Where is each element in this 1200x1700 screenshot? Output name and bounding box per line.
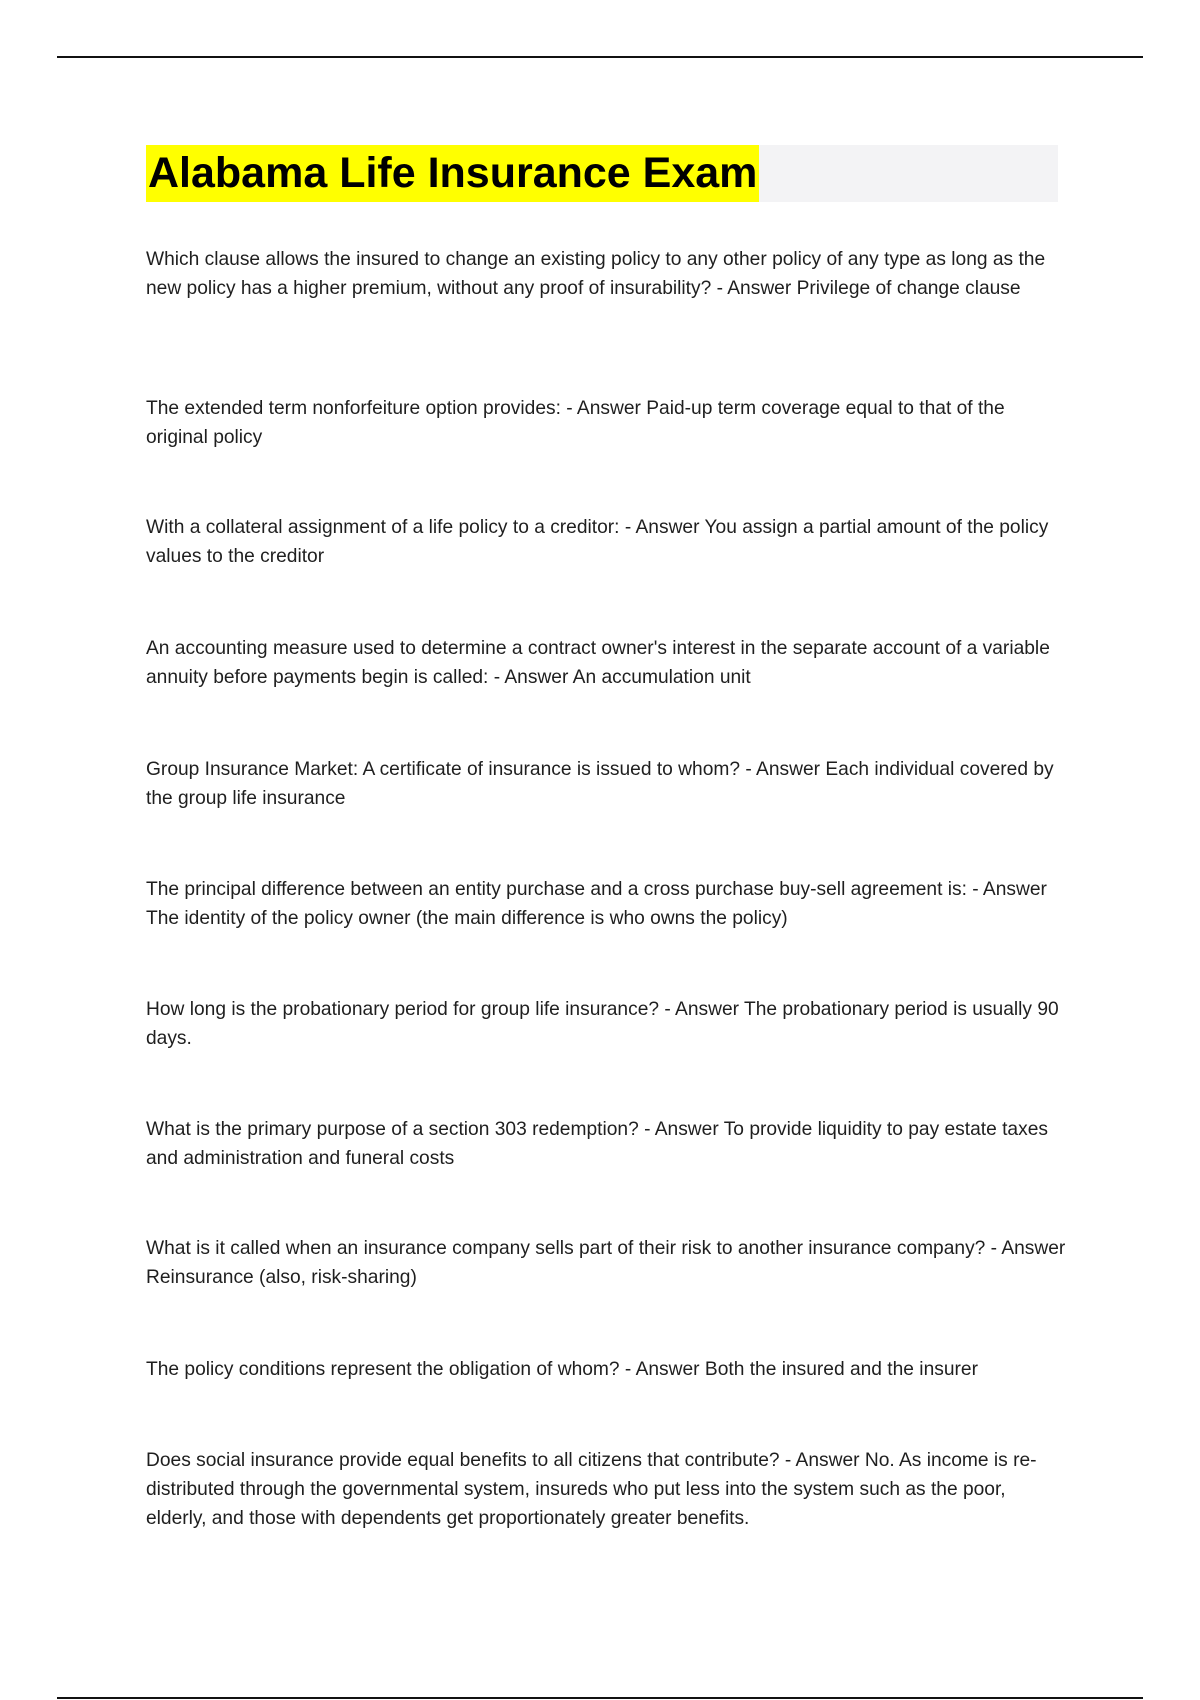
qa-item: Group Insurance Market: A certificate of insurance is issued to whom? - Answer Each individual covered by the group life insurance [146, 759, 1054, 809]
qa-item: Which clause allows the insured to change an existing policy to any other policy of any type as long as the new policy has a higher premium, without any proof of insurability? - Answer Privilege of change clause [146, 249, 1046, 299]
question-text: Does social insurance provide equal benefits to all citizens that contribute? [146, 1450, 780, 1471]
footer-rule [57, 1697, 1143, 1699]
question-text: The extended term nonforfeiture option provides: [146, 398, 561, 419]
answer-text: No. As income is re-distributed through the governmental system, insureds who put less into the system such as the poor, elderly, and those with dependents get proportionately greater benefits. [146, 1450, 1037, 1529]
qa-item: The policy conditions represent the obligation of whom? - Answer Both the insured and the insurer [146, 1359, 978, 1380]
qa-item: What is the primary purpose of a section 303 redemption? - Answer To provide liquidity to pay estate taxes and administration and funeral costs [146, 1119, 1048, 1169]
header-rule [57, 56, 1143, 58]
answer-text: Reinsurance (also, risk-sharing) [146, 1267, 417, 1288]
qa-item: The extended term nonforfeiture option provides: - Answer Paid-up term coverage equal to that of the original policy [146, 398, 1005, 448]
question-text: How long is the probationary period for group life insurance? [146, 999, 660, 1020]
qa-item: The principal difference between an entity purchase and a cross purchase buy-sell agreement is: - Answer The identity of the policy owner (the main difference is who owns the policy) [146, 879, 1047, 929]
question-text: The policy conditions represent the obligation of whom? [146, 1359, 620, 1380]
question-text: What is the primary purpose of a section 303 redemption? [146, 1119, 639, 1140]
answer-text: Paid-up term coverage equal to that of the original policy [146, 398, 1005, 448]
qa-item: An accounting measure used to determine a contract owner's interest in the separate account of a variable annuity before payments begin is called: - Answer An accumulation unit [146, 638, 1050, 688]
qa-item: Does social insurance provide equal benefits to all citizens that contribute? - Answer No. As income is re-distributed through the governmental system, insureds who put less into the system such as the poor, elderly, and those with dependents get proportionately greater benefits. [146, 1450, 1037, 1529]
question-text: Which clause allows the insured to change an existing policy to any other policy of any type as long as the new policy has a higher premium, without any proof of insurability? [146, 249, 1046, 299]
qa-item: With a collateral assignment of a life policy to a creditor: - Answer You assign a partial amount of the policy values to the creditor [146, 517, 1049, 567]
answer-text: The identity of the policy owner (the main difference is who owns the policy) [146, 908, 788, 929]
question-text: Group Insurance Market: A certificate of insurance is issued to whom? [146, 759, 741, 780]
answer-text: You assign a partial amount of the policy values to the creditor [146, 517, 1049, 567]
question-text: With a collateral assignment of a life policy to a creditor: [146, 517, 620, 538]
qa-item: What is it called when an insurance company sells part of their risk to another insurance company? - Answer Reinsurance (also, risk-sharing) [146, 1238, 1066, 1288]
answer-text: Privilege of change clause [796, 278, 1021, 299]
question-text: What is it called when an insurance company sells part of their risk to another insurance company? [146, 1238, 986, 1259]
question-text: An accounting measure used to determine a contract owner's interest in the separate account of a variable annuity before payments begin is called: [146, 638, 1050, 688]
answer-text: Both the insured and the insurer [704, 1359, 978, 1380]
qa-item: How long is the probationary period for group life insurance? - Answer The probationary period is usually 90 days. [146, 999, 1059, 1049]
question-text: The principal difference between an entity purchase and a cross purchase buy-sell agreement is: [146, 879, 967, 900]
answer-text: To provide liquidity to pay estate taxes and administration and funeral costs [146, 1119, 1048, 1169]
answer-text: An accumulation unit [572, 667, 751, 688]
answer-text: The probationary period is usually 90 days. [146, 999, 1059, 1049]
answer-text: Each individual covered by the group life insurance [146, 759, 1054, 809]
document-title: Alabama Life Insurance Exam [146, 145, 759, 202]
